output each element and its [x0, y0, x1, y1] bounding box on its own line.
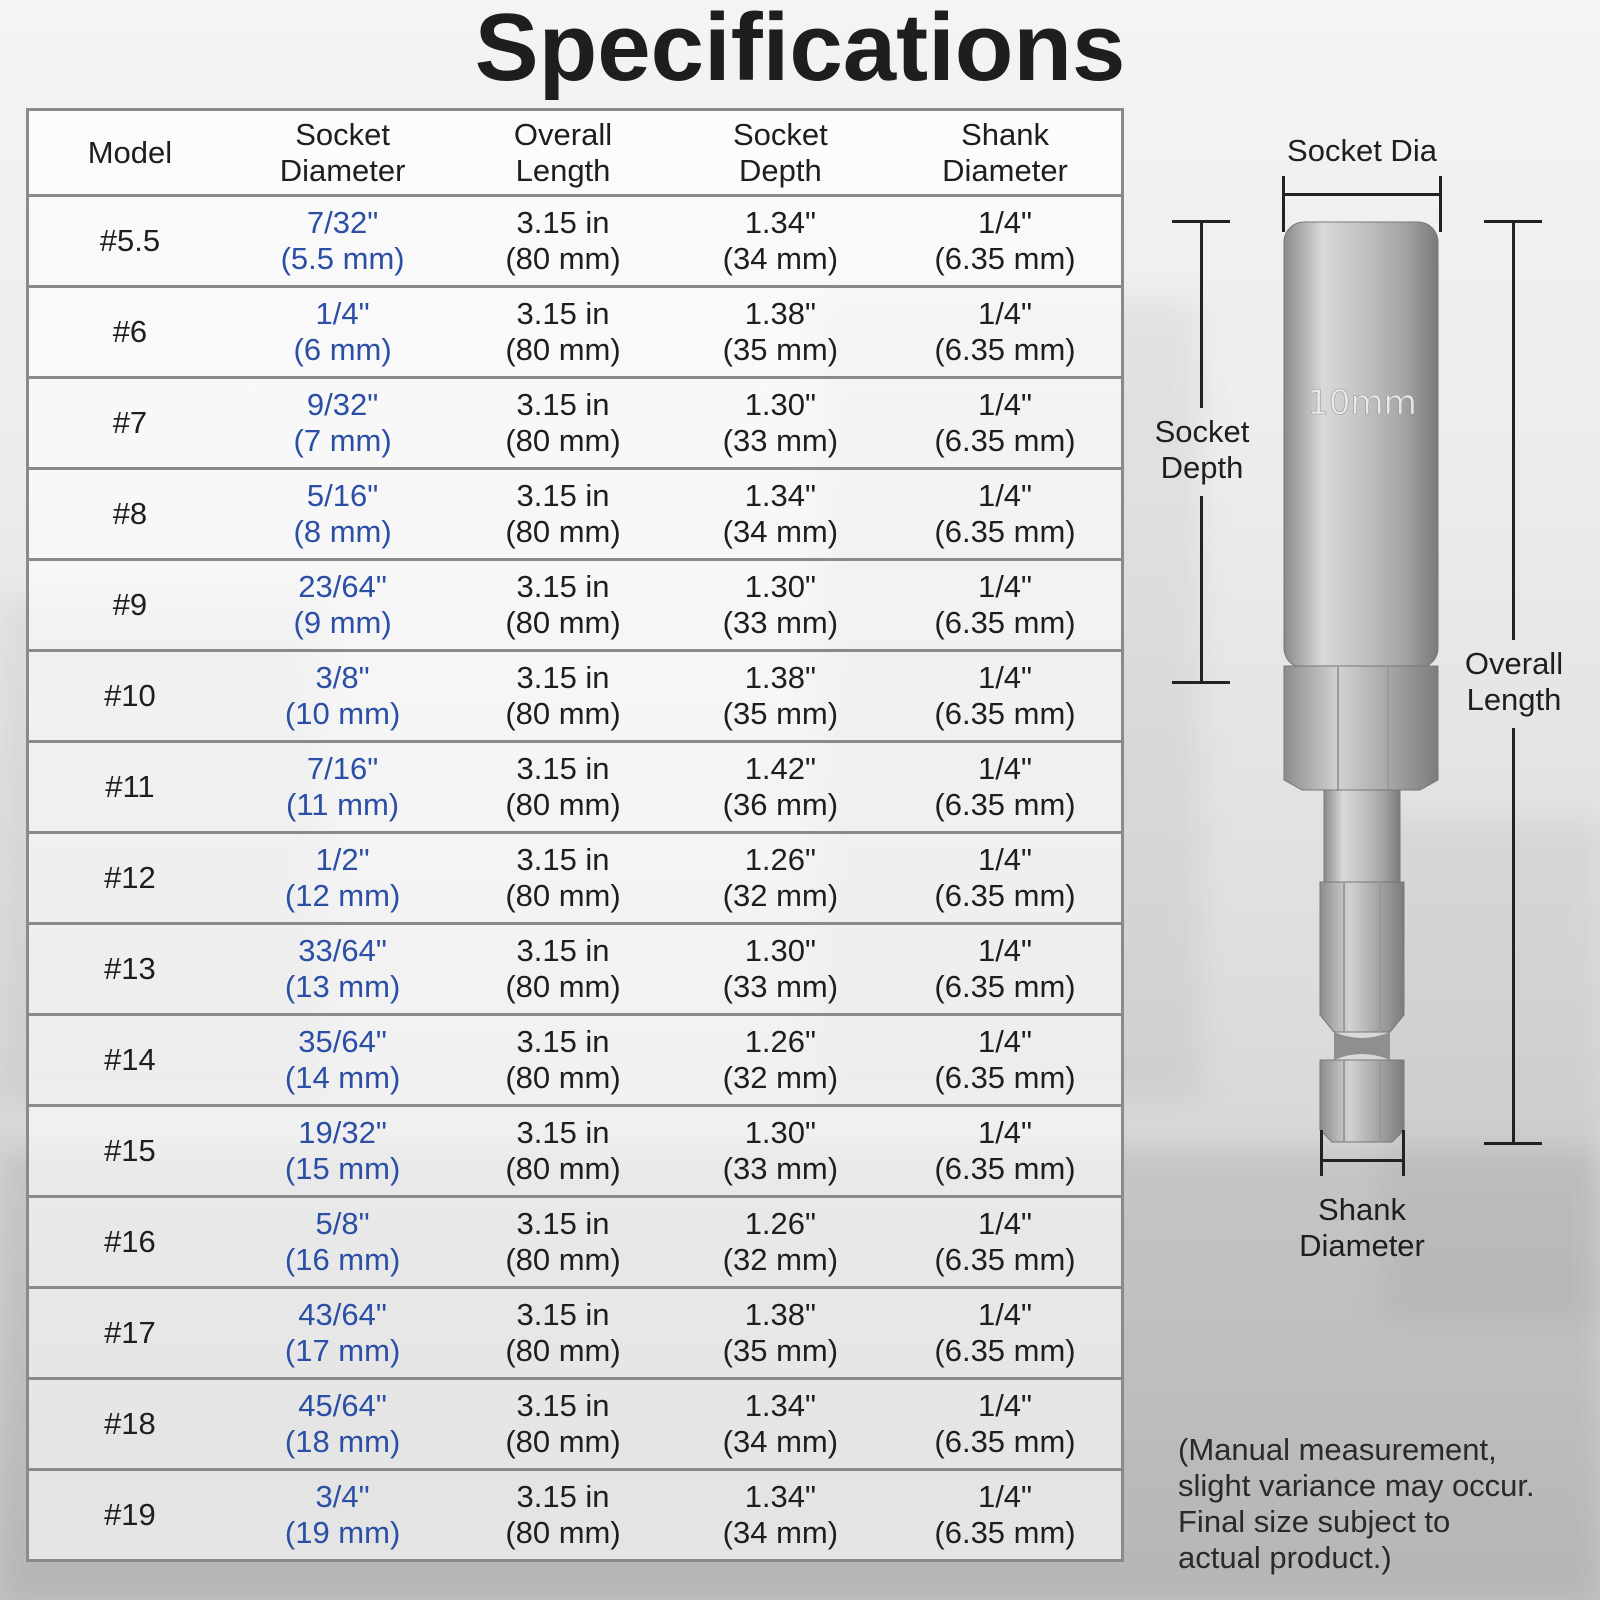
model-cell-text: #9	[112, 587, 148, 622]
shank-diameter-cell-text: 1/4"	[977, 751, 1033, 786]
shank-diameter-cell-text: (6.35 mm)	[934, 969, 1076, 1004]
column-header-text: Diameter	[279, 152, 406, 188]
shank-diameter-cell-text: 1/4"	[977, 1024, 1033, 1059]
overall-length-cell-text: 3.15 in	[516, 1297, 610, 1332]
socket-engraving: 10mm	[1307, 383, 1417, 423]
shank-diameter-cell-text: 1/4"	[977, 569, 1033, 604]
socket-diameter-cell-text: 3/8"	[315, 660, 370, 695]
table-row	[28, 196, 1123, 287]
shank-diameter-cell-text: (6.35 mm)	[934, 514, 1076, 549]
socket-diameter-cell	[231, 924, 454, 1015]
overall-length-cell	[454, 1106, 671, 1197]
socket-diameter-cell-text: 19/32"	[298, 1115, 387, 1150]
overall-length-cell	[454, 833, 671, 924]
table-row	[28, 287, 1123, 378]
shank-diameter-cell	[889, 742, 1122, 833]
measurement-note: (Manual measurement, slight variance may occur. Final size subject to actual product.)	[1178, 1432, 1535, 1575]
shank-diameter-cell	[889, 1470, 1122, 1561]
shank-dia-tick-right	[1402, 1130, 1405, 1176]
model-cell	[28, 742, 231, 833]
socket-depth-cell-text: 1.30"	[744, 387, 817, 422]
socket-depth-cell-text: 1.30"	[744, 569, 817, 604]
shank-diameter-cell-text: (6.35 mm)	[934, 1424, 1076, 1459]
model-cell	[28, 1197, 231, 1288]
socket-diameter-cell-text: 23/64"	[298, 569, 387, 604]
model-cell	[28, 287, 231, 378]
overall-length-cell	[454, 1470, 671, 1561]
shank-diameter-cell	[889, 651, 1122, 742]
socket-depth-line-lower	[1200, 496, 1203, 682]
table-row	[28, 742, 1123, 833]
socket-diameter-cell-text: 43/64"	[298, 1297, 387, 1332]
table-row	[28, 1015, 1123, 1106]
overall-length-cell-text: 3.15 in	[516, 933, 610, 968]
socket-depth-cell	[672, 560, 889, 651]
socket-depth-cell	[672, 1379, 889, 1470]
overall-length-cell-text: 3.15 in	[516, 1024, 610, 1059]
socket-depth-cell	[672, 287, 889, 378]
socket-depth-cell-text: (32 mm)	[722, 878, 839, 913]
socket-diameter-cell-text: (5.5 mm)	[280, 241, 405, 276]
column-header-text: Length	[515, 152, 611, 188]
shank-diameter-cell-text: 1/4"	[977, 1388, 1033, 1423]
model-cell-text: #15	[104, 1133, 156, 1168]
column-header-text: Socket	[732, 116, 828, 152]
socket-diameter-cell-text: 35/64"	[298, 1024, 387, 1059]
shank-diameter-cell	[889, 833, 1122, 924]
overall-length-cell	[454, 378, 671, 469]
socket-diameter-cell-text: 7/32"	[306, 205, 379, 240]
model-cell	[28, 378, 231, 469]
shank-diameter-cell-text: 1/4"	[977, 1479, 1033, 1514]
shank-diameter-cell-text: (6.35 mm)	[934, 878, 1076, 913]
overall-length-cell	[454, 742, 671, 833]
spec-table-body	[28, 196, 1123, 1561]
socket-depth-cell-text: (32 mm)	[722, 1242, 839, 1277]
socket-depth-cell-text: (35 mm)	[722, 696, 839, 731]
socket-diameter-cell	[231, 1379, 454, 1470]
socket-diameter-cell-text: 5/8"	[315, 1206, 370, 1241]
socket-diameter-cell-text: (14 mm)	[284, 1060, 401, 1095]
socket-diameter-cell	[231, 1470, 454, 1561]
model-cell	[28, 833, 231, 924]
model-cell	[28, 1288, 231, 1379]
page-title: Specifications	[474, 0, 1126, 101]
socket-diameter-cell-text: 3/4"	[315, 1479, 370, 1514]
model-cell	[28, 1106, 231, 1197]
overall-length-tick-bottom	[1484, 1142, 1542, 1145]
socket-diameter-cell-text: (17 mm)	[284, 1333, 401, 1368]
socket-depth-cell-text: 1.34"	[744, 478, 817, 513]
shank-diameter-cell	[889, 1288, 1122, 1379]
overall-length-label: Overall Length	[1464, 646, 1564, 717]
socket-diameter-cell-text: 5/16"	[306, 478, 379, 513]
model-cell	[28, 1379, 231, 1470]
socket-depth-cell-text: 1.30"	[744, 1115, 817, 1150]
socket-depth-cell-text: 1.26"	[744, 1206, 817, 1241]
column-header-text: Socket	[295, 116, 390, 152]
socket-depth-cell	[672, 1470, 889, 1561]
table-row	[28, 1197, 1123, 1288]
table-row	[28, 469, 1123, 560]
shank-diameter-cell-text: 1/4"	[977, 478, 1033, 513]
model-cell-text: #10	[104, 678, 156, 713]
socket-depth-cell	[672, 469, 889, 560]
overall-length-cell-text: (80 mm)	[505, 1242, 621, 1277]
socket-diameter-cell	[231, 1197, 454, 1288]
socket-depth-cell	[672, 742, 889, 833]
model-cell-text: #18	[104, 1406, 156, 1441]
model-cell	[28, 651, 231, 742]
overall-length-cell-text: (80 mm)	[505, 332, 621, 367]
socket-diameter-cell	[231, 196, 454, 287]
socket-diameter-cell	[231, 742, 454, 833]
shank-diameter-cell	[889, 196, 1122, 287]
socket-diameter-cell	[231, 1015, 454, 1106]
socket-diameter-cell-text: 33/64"	[298, 933, 387, 968]
model-cell	[28, 196, 231, 287]
socket-dia-label: Socket Dia	[1287, 133, 1437, 168]
overall-length-cell	[454, 1197, 671, 1288]
model-cell-text: #14	[104, 1042, 156, 1077]
table-row	[28, 833, 1123, 924]
shank-diameter-cell-text: (6.35 mm)	[934, 605, 1076, 640]
overall-length-cell-text: (80 mm)	[505, 514, 621, 549]
shank-diameter-cell	[889, 560, 1122, 651]
overall-length-cell-text: 3.15 in	[516, 478, 610, 513]
overall-length-cell-text: 3.15 in	[516, 296, 610, 331]
socket-depth-cell	[672, 1197, 889, 1288]
shank-diameter-cell-text: 1/4"	[977, 933, 1033, 968]
column-header	[231, 110, 454, 196]
table-row	[28, 560, 1123, 651]
socket-depth-cell	[672, 1015, 889, 1106]
column-header	[454, 110, 671, 196]
socket-depth-cell-text: (35 mm)	[722, 1333, 839, 1368]
socket-depth-cell-text: (33 mm)	[722, 969, 839, 1004]
socket-diameter-cell	[231, 287, 454, 378]
socket-diameter-cell-text: (15 mm)	[284, 1151, 401, 1186]
model-cell-text: #13	[104, 951, 156, 986]
socket-depth-cell	[672, 924, 889, 1015]
socket-depth-line-upper	[1200, 220, 1203, 408]
socket-depth-cell-text: (32 mm)	[722, 1060, 839, 1095]
socket-diameter-cell	[231, 378, 454, 469]
overall-length-cell-text: (80 mm)	[505, 1060, 621, 1095]
socket-diameter-cell	[231, 651, 454, 742]
overall-length-cell-text: (80 mm)	[505, 696, 621, 731]
socket-diameter-cell-text: 9/32"	[306, 387, 379, 422]
overall-length-cell-text: 3.15 in	[516, 205, 610, 240]
overall-length-cell-text: (80 mm)	[505, 1515, 621, 1550]
socket-depth-cell-text: (36 mm)	[722, 787, 839, 822]
socket-diameter-cell-text: (11 mm)	[286, 787, 400, 822]
overall-length-cell-text: 3.15 in	[516, 387, 610, 422]
socket-diameter-cell-text: (6 mm)	[293, 332, 392, 367]
overall-length-cell-text: (80 mm)	[505, 878, 621, 913]
shank-diameter-cell-text: 1/4"	[977, 1206, 1033, 1241]
overall-length-cell-text: 3.15 in	[516, 842, 610, 877]
socket-diameter-cell-text: 7/16"	[306, 751, 379, 786]
shank-diameter-cell-text: (6.35 mm)	[934, 1060, 1076, 1095]
shank-diameter-cell-text: (6.35 mm)	[934, 1242, 1076, 1277]
shank-diameter-cell	[889, 1106, 1122, 1197]
column-header	[889, 110, 1122, 196]
socket-depth-cell-text: 1.38"	[744, 1297, 817, 1332]
socket-depth-cell-text: (35 mm)	[722, 332, 839, 367]
model-cell-text: #5.5	[99, 223, 161, 258]
socket-depth-cell	[672, 196, 889, 287]
shank-diameter-cell-text: 1/4"	[977, 1115, 1033, 1150]
overall-length-cell-text: 3.15 in	[516, 660, 610, 695]
column-header-text: Diameter	[942, 152, 1068, 188]
shank-diameter-cell-text: 1/4"	[977, 296, 1033, 331]
socket-depth-cell-text: 1.42"	[744, 751, 817, 786]
shank-diameter-cell-text: (6.35 mm)	[934, 1515, 1076, 1550]
socket-diameter-cell-text: 1/2"	[315, 842, 370, 877]
socket-diameter-cell-text: (7 mm)	[293, 423, 392, 458]
shank-diameter-cell-text: (6.35 mm)	[934, 332, 1076, 367]
table-row	[28, 378, 1123, 469]
socket-diameter-cell-text: (16 mm)	[284, 1242, 401, 1277]
socket-depth-cell-text: (33 mm)	[722, 605, 839, 640]
socket-depth-cell	[672, 378, 889, 469]
socket-diameter-cell-text: 1/4"	[315, 296, 370, 331]
overall-length-cell	[454, 1015, 671, 1106]
socket-depth-cell	[672, 1106, 889, 1197]
overall-length-cell-text: (80 mm)	[505, 969, 621, 1004]
socket-diameter-cell-text: (13 mm)	[284, 969, 401, 1004]
shank-diameter-cell-text: 1/4"	[977, 1297, 1033, 1332]
socket-depth-cell	[672, 1288, 889, 1379]
socket-depth-cell-text: (33 mm)	[722, 1151, 839, 1186]
shank-diameter-cell-text: (6.35 mm)	[934, 423, 1076, 458]
column-header-text: Depth	[738, 152, 822, 188]
model-cell-text: #7	[112, 405, 148, 440]
shank-diameter-cell	[889, 1379, 1122, 1470]
model-cell-text: #12	[104, 860, 156, 895]
socket-depth-cell	[672, 651, 889, 742]
socket-depth-cell-text: (33 mm)	[722, 423, 839, 458]
socket-depth-cell-text: (34 mm)	[722, 241, 839, 276]
socket-depth-cell-text: (34 mm)	[722, 1424, 839, 1459]
socket-depth-cell-text: (34 mm)	[722, 514, 839, 549]
socket-diameter-cell	[231, 1288, 454, 1379]
overall-length-cell	[454, 469, 671, 560]
shank-diameter-cell-text: (6.35 mm)	[934, 696, 1076, 731]
socket-diameter-cell-text: (8 mm)	[293, 514, 392, 549]
overall-length-cell-text: 3.15 in	[516, 1479, 610, 1514]
table-row	[28, 1288, 1123, 1379]
socket-depth-cell-text: 1.34"	[744, 1388, 817, 1423]
model-cell-text: #8	[112, 496, 148, 531]
shank-diameter-cell-text: (6.35 mm)	[934, 241, 1076, 276]
socket-diameter-cell-text: (10 mm)	[284, 696, 401, 731]
column-header-text: Model	[87, 134, 173, 170]
overall-length-cell-text: (80 mm)	[505, 1333, 621, 1368]
table-row	[28, 1106, 1123, 1197]
socket-diameter-cell	[231, 560, 454, 651]
socket-diameter-cell	[231, 469, 454, 560]
socket-depth-cell	[672, 833, 889, 924]
column-header-text: Overall	[513, 116, 613, 152]
model-cell	[28, 1015, 231, 1106]
column-header	[672, 110, 889, 196]
shank-diameter-cell	[889, 1197, 1122, 1288]
overall-length-cell	[454, 196, 671, 287]
shank-diameter-cell-text: 1/4"	[977, 387, 1033, 422]
overall-length-cell	[454, 1379, 671, 1470]
overall-length-cell-text: 3.15 in	[516, 1388, 610, 1423]
overall-length-cell-text: (80 mm)	[505, 787, 621, 822]
overall-length-cell-text: 3.15 in	[516, 1206, 610, 1241]
socket-depth-cell-text: 1.34"	[744, 205, 817, 240]
shank-diameter-cell-text: 1/4"	[977, 842, 1033, 877]
overall-length-cell-text: (80 mm)	[505, 1424, 621, 1459]
shank-dia-dimension-line	[1320, 1159, 1405, 1162]
table-row	[28, 1379, 1123, 1470]
overall-length-cell-text: (80 mm)	[505, 1151, 621, 1186]
socket-depth-cell-text: 1.26"	[744, 842, 817, 877]
socket-depth-label: Socket Depth	[1154, 414, 1250, 485]
shank-diameter-cell	[889, 287, 1122, 378]
socket-diameter-cell	[231, 1106, 454, 1197]
socket-dia-dimension-line	[1283, 193, 1441, 196]
socket-depth-cell-text: (34 mm)	[722, 1515, 839, 1550]
model-cell-text: #16	[104, 1224, 156, 1259]
socket-depth-cell-text: 1.34"	[744, 1479, 817, 1514]
model-cell-text: #19	[104, 1497, 156, 1532]
overall-length-cell	[454, 287, 671, 378]
spec-table-header	[28, 110, 1123, 196]
shank-diameter-cell-text: (6.35 mm)	[934, 787, 1076, 822]
socket-depth-tick-bottom	[1172, 681, 1230, 684]
socket-depth-cell-text: 1.38"	[744, 660, 817, 695]
overall-length-cell-text: 3.15 in	[516, 1115, 610, 1150]
table-row	[28, 1470, 1123, 1561]
socket-depth-cell-text: 1.30"	[744, 933, 817, 968]
shank-diameter-cell-text: (6.35 mm)	[934, 1333, 1076, 1368]
overall-length-line-upper	[1512, 220, 1515, 640]
socket-diameter-cell-text: (9 mm)	[293, 605, 392, 640]
model-cell-text: #11	[105, 769, 155, 804]
header-row	[28, 110, 1123, 196]
shank-diameter-cell	[889, 1015, 1122, 1106]
table-row	[28, 651, 1123, 742]
socket-depth-cell-text: 1.38"	[744, 296, 817, 331]
overall-length-cell	[454, 924, 671, 1015]
table-row	[28, 924, 1123, 1015]
overall-length-cell-text: (80 mm)	[505, 423, 621, 458]
socket-diameter-cell	[231, 833, 454, 924]
overall-length-cell	[454, 1288, 671, 1379]
model-cell	[28, 924, 231, 1015]
shank-diameter-cell-text: (6.35 mm)	[934, 1151, 1076, 1186]
overall-length-line-lower	[1512, 728, 1515, 1144]
overall-length-cell	[454, 651, 671, 742]
overall-length-cell	[454, 560, 671, 651]
model-cell-text: #17	[104, 1315, 156, 1350]
shank-diameter-cell	[889, 378, 1122, 469]
spec-table	[26, 108, 1124, 1562]
column-header-text: Shank	[961, 116, 1049, 152]
model-cell	[28, 560, 231, 651]
socket-diameter-cell-text: (12 mm)	[284, 878, 401, 913]
column-header	[28, 110, 231, 196]
shank-diameter-label: Shank Diameter	[1299, 1192, 1425, 1263]
model-cell-text: #6	[112, 314, 148, 349]
socket-diameter-cell-text: (18 mm)	[284, 1424, 401, 1459]
overall-length-cell-text: 3.15 in	[516, 751, 610, 786]
model-cell	[28, 469, 231, 560]
shank-diameter-cell	[889, 469, 1122, 560]
shank-dia-tick-left	[1320, 1130, 1323, 1176]
socket-diameter-cell-text: (19 mm)	[284, 1515, 401, 1550]
shank-diameter-cell-text: 1/4"	[977, 205, 1033, 240]
overall-length-cell-text: 3.15 in	[516, 569, 610, 604]
shank-diameter-cell-text: 1/4"	[977, 660, 1033, 695]
shank-diameter-cell	[889, 924, 1122, 1015]
model-cell	[28, 1470, 231, 1561]
overall-length-cell-text: (80 mm)	[505, 241, 621, 276]
socket-diameter-cell-text: 45/64"	[298, 1388, 387, 1423]
overall-length-cell-text: (80 mm)	[505, 605, 621, 640]
socket-bit-image	[1280, 220, 1450, 1160]
socket-depth-cell-text: 1.26"	[744, 1024, 817, 1059]
